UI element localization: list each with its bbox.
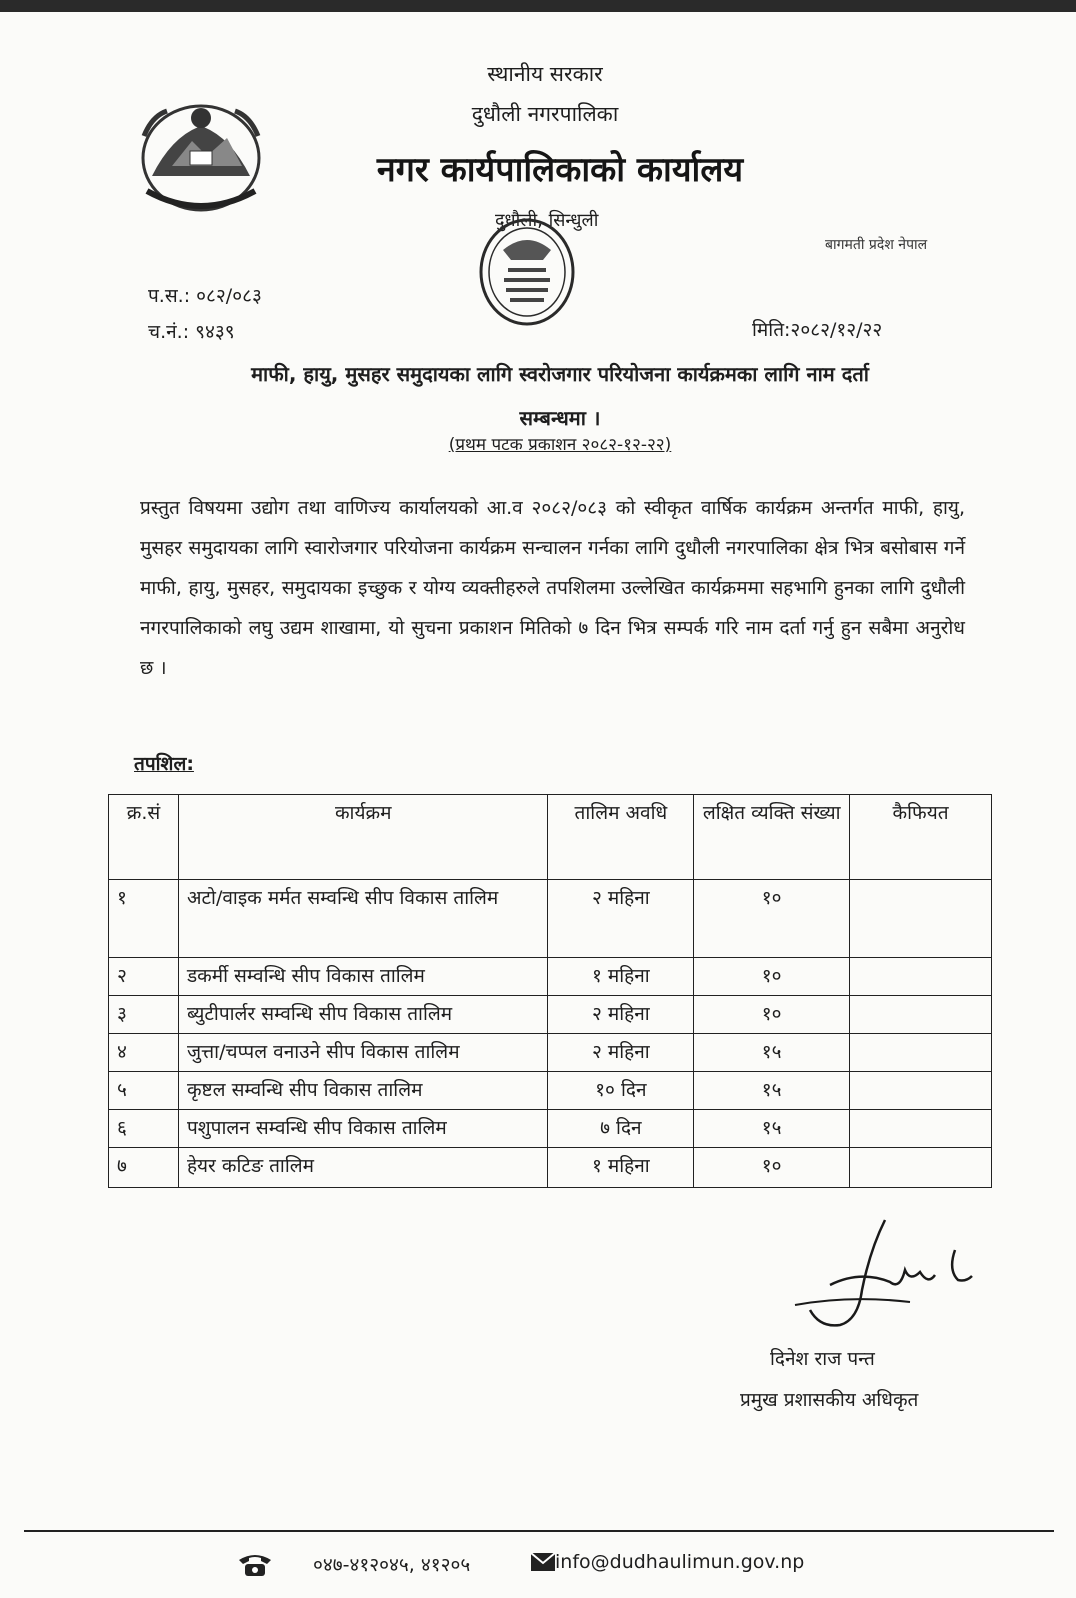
cell-duration: २ महिना: [548, 880, 694, 958]
notice-date: मिति:२०८२/१२/२२: [752, 319, 883, 341]
table-row: [109, 1148, 992, 1188]
col-header-sn: क्र.सं: [109, 795, 179, 880]
cell-duration: ७ दिन: [548, 1110, 694, 1148]
cell-duration: २ महिना: [548, 996, 694, 1034]
cell-count: १०: [694, 880, 850, 958]
header-municipality: दुधौली नगरपालिका: [471, 102, 619, 126]
notice-body: प्रस्तुत विषयमा उद्योग तथा वाणिज्य कार्यालयको आ.व २०८२/०८३ को स्वीकृत वार्षिक कार्यक्रम अन्तर्गत माफी, हायु, मुसहर समुदायका लागि स्वारोजगार परियोजना कार्यक्रम सन्चालन गर्नका लागि दुधौली नगरपालिका क्षेत्र भित्र बसोबास गर्ने माफी, हायु, मुसहर, समुदायका इच्छुक र योग्य व्यक्तीहरुले तपशिलमा उल्लेखित कार्यक्रममा सहभागि हुनका लागि दुधौली नगरपालिकाको लघु उद्यम शाखामा, यो सुचना प्रकाशन मितिको ७ दिन भित्र सम्पर्क गरि नाम दर्ता गर्नु हुन सबैमा अनुरोध छ ।: [140, 497, 965, 679]
cell-duration: १० दिन: [548, 1072, 694, 1110]
email-icon: [530, 1551, 556, 1573]
nepal-emblem-icon: [132, 96, 270, 218]
signatory-name: दिनेश राज पन्त: [770, 1348, 875, 1370]
header-local-government: स्थानीय सरकार: [487, 62, 603, 86]
col-header-duration: तालिम अवधि: [548, 795, 694, 880]
cell-remark: [850, 1072, 992, 1110]
cell-duration: १ महिना: [548, 958, 694, 996]
cell-remark: [850, 1148, 992, 1188]
cell-sn: ४: [109, 1034, 179, 1072]
cell-sn: ५: [109, 1072, 179, 1110]
cell-remark: [850, 880, 992, 958]
cell-remark: [850, 958, 992, 996]
subject-line-1: माफी, हायु, मुसहर समुदायका लागि स्वरोजगार परियोजना कार्यक्रमका लागि नाम दर्ता: [251, 362, 869, 386]
table-row: [109, 880, 992, 958]
reference-number: प.स.: ०८२/०८३: [148, 285, 262, 307]
cell-sn: १: [109, 880, 179, 958]
office-seal-stamp: [468, 210, 586, 350]
cell-program: हेयर कटिङ तालिम: [178, 1148, 547, 1188]
subject-line-2: सम्बन्धमा ।: [519, 406, 601, 430]
cell-count: १५: [694, 1072, 850, 1110]
col-header-target-count: लक्षित व्यक्ति संख्या: [694, 795, 850, 880]
table-row: [109, 996, 992, 1034]
notice-subject: [150, 352, 970, 440]
footer-divider: [24, 1530, 1054, 1532]
cell-sn: ६: [109, 1110, 179, 1148]
cell-duration: २ महिना: [548, 1034, 694, 1072]
footer-phone: ०४७-४१२०४५, ४१२०५: [313, 1554, 471, 1576]
publication-note-text: (प्रथम पटक प्रकाशन २०८२-१२-२२): [448, 435, 672, 455]
cell-program: कृष्टल सम्वन्धि सीप विकास तालिम: [178, 1072, 547, 1110]
cell-count: १५: [694, 1110, 850, 1148]
cell-count: १०: [694, 958, 850, 996]
cell-remark: [850, 1034, 992, 1072]
cell-program: जुत्ता/चप्पल वनाउने सीप विकास तालिम: [178, 1034, 547, 1072]
cell-program: डकर्मी सम्वन्धि सीप विकास तालिम: [178, 958, 547, 996]
table-row: [109, 1034, 992, 1072]
table-header-row: [109, 795, 992, 880]
cell-count: १५: [694, 1034, 850, 1072]
footer-email[interactable]: info@dudhaulimun.gov.np: [555, 1551, 805, 1573]
cell-sn: ३: [109, 996, 179, 1034]
cell-count: १०: [694, 1148, 850, 1188]
table-row: [109, 1110, 992, 1148]
header-province: बागमती प्रदेश नेपाल: [825, 237, 928, 253]
cell-sn: २: [109, 958, 179, 996]
cell-remark: [850, 996, 992, 1034]
col-header-remarks: कैफियत: [850, 795, 992, 880]
handwritten-signature: [790, 1210, 990, 1345]
dispatch-number: च.नं.: ९४३९: [148, 321, 235, 343]
telephone-icon: [235, 1550, 275, 1578]
cell-remark: [850, 1110, 992, 1148]
details-heading: तपशिल:: [134, 753, 194, 775]
publication-note: [150, 432, 970, 455]
cell-program: ब्युटीपार्लर सम्वन्धि सीप विकास तालिम: [178, 996, 547, 1034]
signatory-title: प्रमुख प्रशासकीय अधिकृत: [740, 1389, 919, 1411]
scan-edge: [0, 0, 1076, 12]
table-row: [109, 958, 992, 996]
program-table: [108, 794, 992, 1188]
cell-sn: ७: [109, 1148, 179, 1188]
cell-duration: १ महिना: [548, 1148, 694, 1188]
cell-program: पशुपालन सम्वन्धि सीप विकास तालिम: [178, 1110, 547, 1148]
col-header-program: कार्यक्रम: [178, 795, 547, 880]
cell-program: अटो/वाइक मर्मत सम्वन्धि सीप विकास तालिम: [178, 880, 547, 958]
cell-count: १०: [694, 996, 850, 1034]
header-office-title: नगर कार्यपालिकाको कार्यालय: [376, 150, 744, 190]
header-location: दुधौली, सिन्धुली: [495, 210, 599, 231]
table-row: [109, 1072, 992, 1110]
